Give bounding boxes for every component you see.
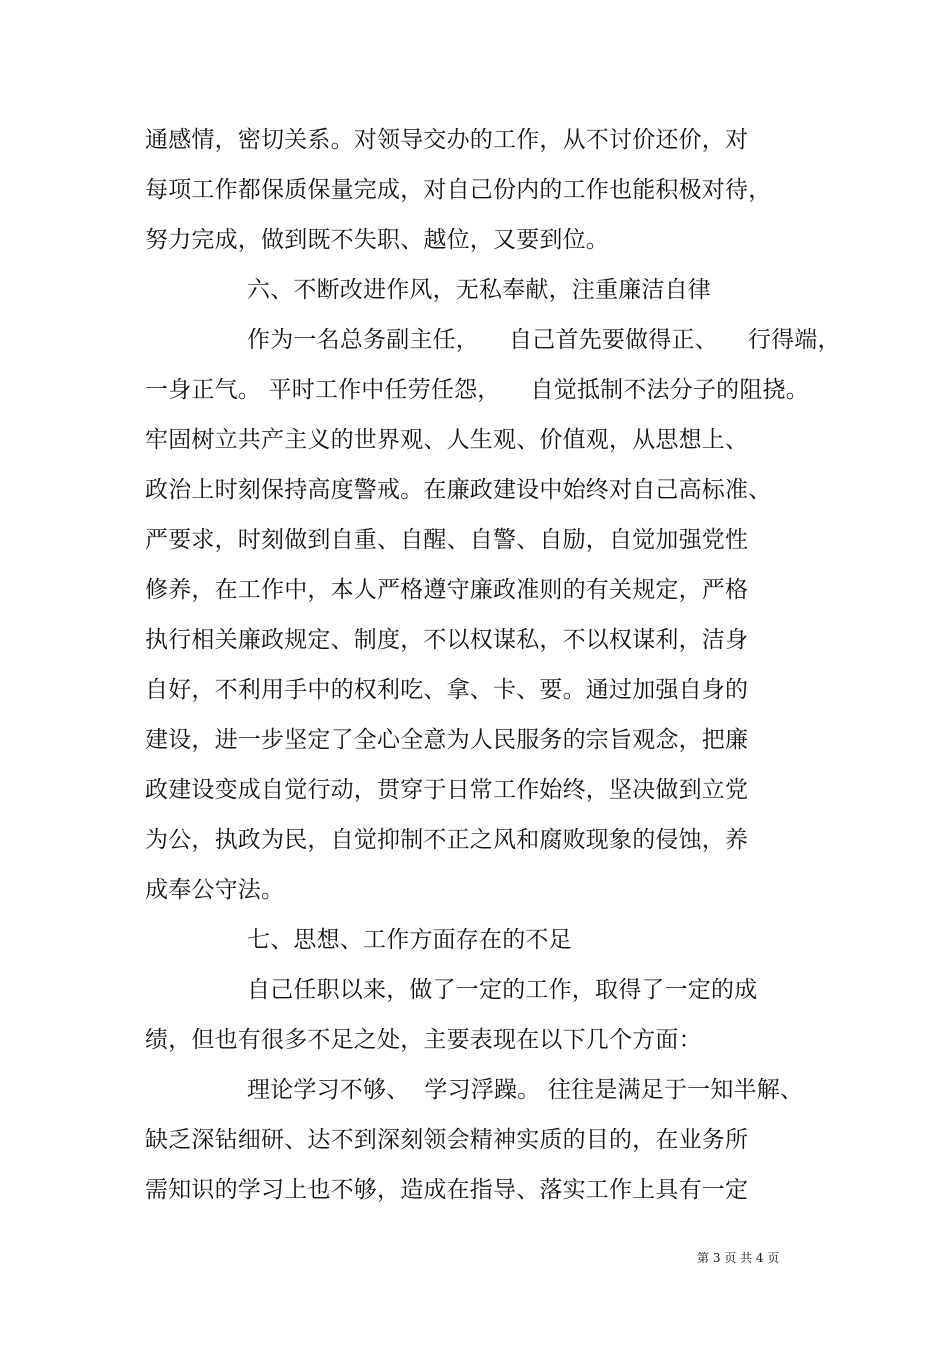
text-line: 严要求，时刻做到自重、自醒、自警、自励，自觉加强党性 xyxy=(145,527,749,553)
text-line: 需知识的学习上也不够，造成在指导、落实工作上具有一定 xyxy=(145,1177,749,1203)
text-line: 缺乏深钻细研、达不到深刻领会精神实质的目的，在业务所 xyxy=(145,1127,749,1153)
text-line: 执行相关廉政规定、制度，不以权谋私，不以权谋利，洁身 xyxy=(145,627,749,653)
text-line: 绩，但也有很多不足之处，主要表现在以下几个方面： xyxy=(145,1027,702,1053)
text-line: 牢固树立共产主义的世界观、人生观、价值观，从思想上、 xyxy=(145,427,749,453)
text-line: 自己任职以来，做了一定的工作，取得了一定的成 xyxy=(247,977,758,1003)
text-line: 修养，在工作中，本人严格遵守廉政准则的有关规定，严格 xyxy=(145,577,749,603)
text-line: 作为一名总务副主任， 自己首先要做得正、 行得端， xyxy=(247,327,841,353)
text-line: 努力完成，做到既不失职、越位，又要到位。 xyxy=(145,227,609,253)
text-line: 政建设变成自觉行动，贯穿于日常工作始终，坚决做到立党 xyxy=(145,777,749,803)
text-line: 建设，进一步坚定了全心全意为人民服务的宗旨观念，把廉 xyxy=(145,727,749,753)
text-line: 理论学习不够、 学习浮躁。 往往是满足于一知半解、 xyxy=(247,1077,804,1103)
text-line: 为公，执政为民，自觉抑制不正之风和腐败现象的侵蚀，养 xyxy=(145,827,749,853)
section-heading: 六、不断改进作风，无私奉献，注重廉洁自律 xyxy=(247,277,711,303)
text-line: 政治上时刻保持高度警戒。在廉政建设中始终对自己高标准、 xyxy=(145,477,772,503)
text-line: 成奉公守法。 xyxy=(145,877,285,903)
text-line: 一身正气。 平时工作中任劳任怨， 自觉抵制不法分子的阻挠。 xyxy=(145,377,809,403)
section-heading: 七、思想、工作方面存在的不足 xyxy=(247,927,572,953)
page-number: 第 3 页 共 4 页 xyxy=(697,1251,780,1265)
text-line: 自好，不利用手中的权利吃、拿、卡、要。通过加强自身的 xyxy=(145,677,749,703)
text-line: 通感情，密切关系。对领导交办的工作，从不讨价还价，对 xyxy=(145,127,749,153)
text-line: 每项工作都保质保量完成，对自己份内的工作也能积极对待， xyxy=(145,177,772,203)
